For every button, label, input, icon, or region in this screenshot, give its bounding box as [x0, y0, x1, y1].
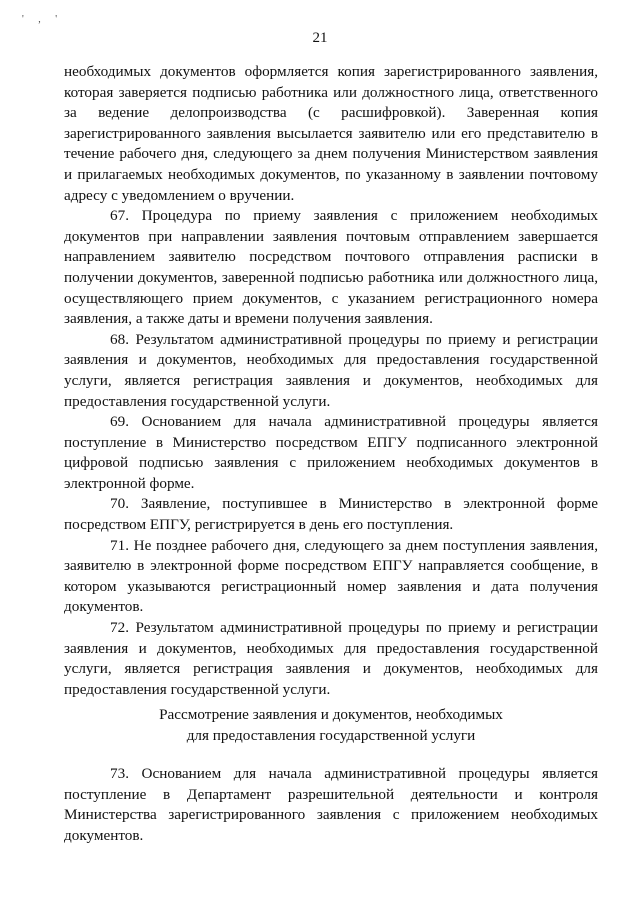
section-body-text [64, 764, 598, 846]
paragraph-66-continuation: необходимых документов оформляется копия зарегистрированного заявления, которая заверяется подписью работника или должностного лица, ответственного за ведение делопроизводства (с расшифровкой). Заверенная копия зарегистрированного заявления высылается заявителю или его представителю в течение рабочего дня, следующего за днем получения Министерством заявления и прилагаемых необходимых документов, по указанному в заявлении почтовому адресу с уведомлением о вручении. [64, 63, 598, 204]
paragraph-72: 72. Результатом административной процедуры по приему и регистрации заявления и документов, необходимых для предоставления государственной услуги, является регистрация заявления и документов, необходимых для предоставления государственной услуги. [64, 619, 598, 698]
page-number: 21 [312, 30, 328, 46]
section-heading [64, 704, 598, 746]
section-heading-line-2: для предоставления государственной услуги [186, 727, 476, 744]
section-heading-line-1: Рассмотрение заявления и документов, необходимых [159, 706, 503, 723]
body-text [64, 62, 598, 700]
scan-marks: ' , ' [22, 14, 64, 25]
paragraph-70: 70. Заявление, поступившее в Министерство в электронной форме посредством ЕПГУ, регистрируется в день его поступления. [64, 495, 598, 534]
paragraph-68: 68. Результатом административной процедуры по приему и регистрации заявления и документов, необходимых для предоставления государственной услуги, является регистрация заявления и документов, необходимых для предоставления государственной услуги. [64, 330, 598, 410]
paragraph-73: 73. Основанием для начала административной процедуры является поступление в Департамент разрешительной деятельности и контроля Министерства зарегистрированного заявления с приложением необходимых документов. [64, 765, 598, 844]
paragraph-71: 71. Не позднее рабочего дня, следующего за днем поступления заявления, заявителю в электронной форме посредством ЕПГУ направляется сообщение, в котором указываются регистрационный номер заявления и дата получения документов. [64, 536, 598, 616]
paragraph-69: 69. Основанием для начала административной процедуры является поступление в Министерство посредством ЕПГУ подписанного электронной цифровой подписью заявления с приложением необходимых документов в электронной форме. [64, 413, 598, 492]
paragraph-67: 67. Процедура по приему заявления с приложением необходимых документов при направлении заявления почтовым отправлением завершается направлением заявителю посредством почтового отправления расписки в получении документов, заверенной подписью работника или должностного лица, осуществляющего прием документов, с указанием регистрационного номера заявления, а также даты и времени получения заявления. [64, 207, 598, 328]
